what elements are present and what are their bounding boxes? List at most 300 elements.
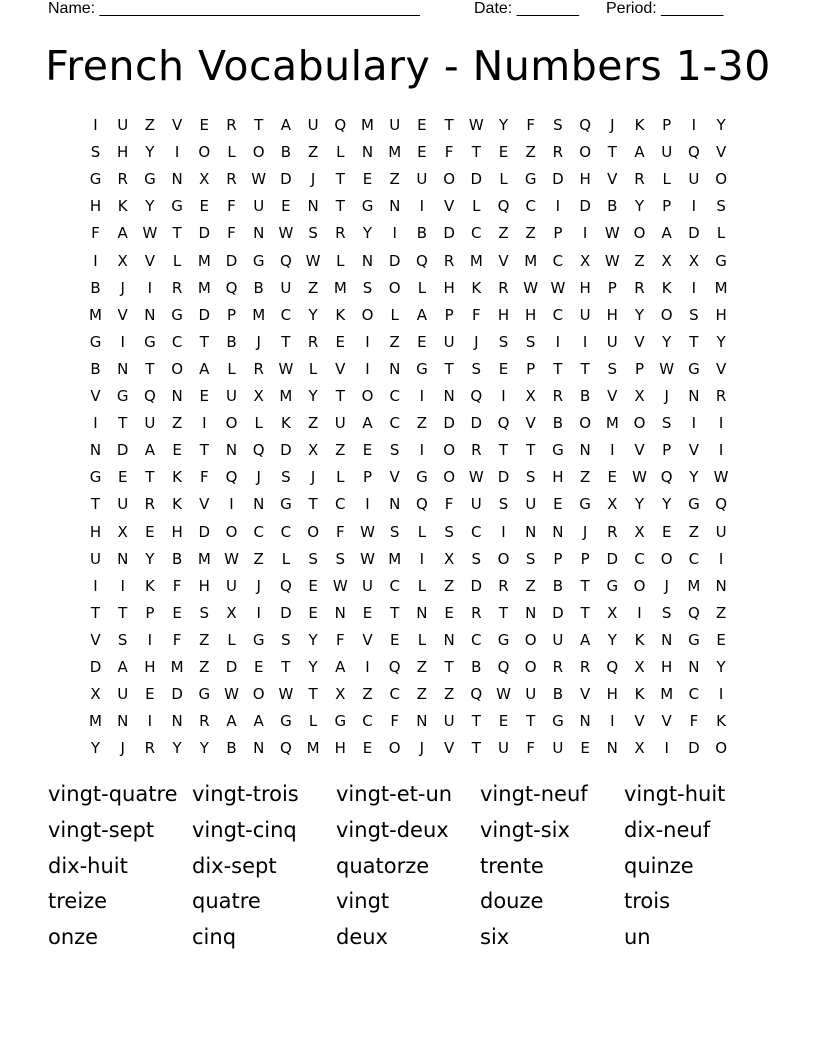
grid-letter: N (443, 630, 455, 649)
grid-letter: M (388, 549, 402, 568)
grid-letter: S (607, 359, 618, 378)
grid-letter: O (579, 414, 591, 433)
grid-letter: I (637, 603, 642, 622)
grid-letter: Z (416, 658, 428, 676)
grid-letter: U (443, 712, 455, 731)
grid-letter: Y (145, 549, 155, 568)
grid-letter: G (497, 630, 510, 649)
grid-letter: M (252, 305, 266, 324)
grid-letter: J (664, 576, 669, 595)
grid-letter: E (389, 630, 400, 649)
grid-letter: O (361, 305, 374, 324)
grid-letter: W (523, 278, 539, 297)
grid-letter: T (444, 116, 454, 134)
grid-letter: N (443, 387, 455, 405)
grid-letter: N (715, 576, 727, 595)
grid-letter: D (552, 603, 564, 622)
grid-letter: C (471, 224, 482, 243)
grid-letter: L (308, 712, 318, 731)
grid-letter: X (117, 522, 128, 541)
grid-letter: Y (634, 305, 645, 324)
grid-row (82, 410, 736, 437)
grid-row (82, 166, 736, 193)
grid-letter: S (308, 224, 318, 243)
grid-letter: R (199, 712, 210, 731)
grid-letter: N (661, 630, 673, 649)
grid-letter: E (553, 495, 563, 514)
grid-letter: T (254, 116, 264, 134)
grid-letter: T (498, 441, 509, 460)
grid-letter: I (718, 549, 724, 568)
grid-letter: F (335, 522, 345, 541)
grid-letter: P (662, 441, 672, 460)
grid-letter: W (468, 116, 484, 134)
grid-letter: D (552, 170, 564, 189)
grid-letter: R (552, 143, 564, 162)
grid-letter: R (498, 278, 509, 297)
grid-letter: E (117, 468, 128, 487)
word-bank-item: vingt-huit (624, 782, 726, 806)
grid-letter: D (198, 305, 211, 324)
grid-letter: W (360, 522, 375, 541)
grid-letter: B (171, 549, 183, 568)
grid-letter: A (579, 630, 591, 649)
grid-letter: Q (415, 495, 428, 514)
grid-letter: I (610, 441, 615, 460)
grid-letter: O (633, 224, 646, 243)
grid-letter: I (93, 576, 98, 595)
grid-letter: M (524, 251, 538, 270)
grid-letter: M (687, 576, 701, 595)
grid-letter: Z (362, 685, 373, 704)
grid-letter: F (444, 143, 454, 162)
grid-letter: O (715, 739, 727, 758)
grid-letter: Z (443, 576, 455, 595)
grid-letter: Z (307, 143, 319, 162)
grid-letter: B (416, 224, 428, 243)
grid-letter: T (553, 359, 563, 378)
grid-letter: F (444, 495, 454, 514)
grid-letter: T (118, 603, 128, 622)
grid-letter: W (659, 359, 675, 378)
grid-letter: R (634, 170, 645, 189)
grid-letter: M (660, 685, 674, 704)
grid-letter: L (172, 251, 182, 270)
grid-letter: J (419, 739, 425, 758)
grid-letter: D (497, 468, 510, 487)
grid-letter: S (281, 630, 291, 649)
grid-letter: U (552, 739, 564, 758)
grid-letter: I (718, 685, 724, 704)
grid-letter: R (253, 359, 264, 378)
grid-letter: O (497, 549, 510, 568)
grid-letter: E (417, 332, 427, 351)
grid-letter: V (634, 712, 645, 731)
grid-letter: S (389, 522, 400, 541)
grid-letter: E (308, 576, 318, 595)
grid-letter: S (498, 332, 509, 351)
grid-letter: S (525, 468, 536, 487)
word-bank-item: vingt-trois (192, 782, 299, 806)
grid-letter: N (253, 224, 265, 243)
word-bank-item: vingt-quatre (48, 782, 178, 806)
word-bank-item: douze (480, 889, 544, 914)
grid-letter: I (691, 197, 697, 216)
grid-letter: Q (334, 116, 347, 134)
grid-letter: E (716, 630, 726, 649)
grid-letter: M (361, 116, 374, 134)
grid-letter: Y (172, 739, 182, 758)
grid-letter: Q (715, 495, 727, 514)
grid-letter: C (688, 685, 700, 704)
grid-letter: Q (279, 739, 292, 758)
grid-letter: E (607, 468, 618, 487)
grid-letter: V (634, 332, 645, 351)
grid-letter: O (307, 522, 319, 541)
grid-letter: Q (388, 658, 401, 676)
grid-letter: E (362, 170, 373, 189)
grid-letter: W (468, 468, 484, 487)
grid-letter: N (389, 359, 401, 378)
grid-letter: T (308, 495, 318, 514)
grid-letter: E (661, 522, 672, 541)
grid-letter: Q (687, 143, 700, 162)
grid-letter: J (256, 576, 261, 595)
grid-letter: Z (307, 414, 319, 433)
grid-letter: V (362, 630, 373, 649)
grid-letter: V (688, 441, 700, 460)
grid-letter: L (227, 630, 236, 649)
grid-letter: R (552, 387, 564, 405)
grid-letter: Z (389, 332, 400, 351)
grid-letter: Q (470, 685, 483, 704)
grid-letter: Z (171, 414, 183, 433)
grid-letter: L (281, 549, 291, 568)
grid-letter: B (607, 197, 618, 216)
grid-letter: T (471, 739, 481, 758)
grid-letter: M (306, 739, 320, 758)
grid-letter: C (552, 305, 564, 324)
grid-letter: U (226, 387, 237, 405)
grid-letter: W (278, 224, 294, 243)
grid-letter: D (470, 414, 483, 433)
grid-letter: B (226, 739, 237, 758)
grid-letter: Q (687, 603, 700, 622)
grid-letter: D (198, 522, 211, 541)
grid-letter: I (419, 197, 425, 216)
grid-letter: L (390, 305, 399, 324)
grid-letter: A (416, 305, 428, 324)
grid-row (82, 491, 736, 518)
grid-letter: N (579, 441, 591, 460)
grid-letter: O (388, 278, 401, 297)
grid-letter: V (144, 251, 156, 270)
grid-letter: X (443, 549, 455, 568)
grid-letter: O (252, 685, 265, 704)
grid-letter: X (335, 685, 346, 704)
grid-letter: M (279, 387, 293, 405)
word-bank-item: quinze (624, 853, 694, 878)
word-search-grid (82, 112, 736, 760)
grid-letter: Z (144, 116, 156, 134)
grid-letter: R (144, 739, 156, 758)
grid-letter: E (498, 359, 509, 378)
grid-letter: I (229, 495, 234, 514)
grid-letter: S (308, 549, 318, 568)
grid-letter: Z (416, 414, 428, 433)
grid-letter: T (580, 359, 590, 378)
grid-letter: Q (470, 387, 483, 405)
grid-letter: S (444, 522, 454, 541)
grid-letter: Y (362, 224, 373, 243)
grid-letter: G (280, 495, 292, 514)
grid-row (82, 546, 736, 573)
grid-letter: O (524, 658, 537, 676)
grid-letter: J (582, 522, 588, 541)
grid-letter: L (662, 170, 671, 189)
grid-letter: F (390, 712, 399, 731)
grid-letter: B (226, 332, 237, 351)
grid-letter: K (471, 278, 482, 297)
grid-letter: A (335, 658, 346, 676)
grid-letter: Y (145, 197, 155, 216)
grid-letter: D (89, 658, 102, 676)
grid-letter: Z (443, 685, 455, 704)
grid-letter: K (634, 630, 645, 649)
grid-letter: V (335, 359, 346, 378)
grid-letter: D (470, 170, 483, 189)
grid-letter: R (471, 603, 482, 622)
grid-letter: R (443, 251, 455, 270)
grid-letter: C (525, 197, 536, 216)
grid-letter: W (305, 251, 321, 270)
grid-letter: K (117, 197, 128, 216)
grid-letter: N (89, 441, 102, 460)
grid-letter: B (552, 414, 564, 433)
grid-letter: H (198, 576, 210, 595)
grid-letter: G (524, 170, 537, 189)
grid-letter: T (444, 658, 454, 676)
grid-letter: E (498, 712, 509, 731)
grid-letter: B (552, 685, 564, 704)
grid-letter: U (688, 170, 700, 189)
grid-letter: G (198, 685, 211, 704)
grid-row (82, 735, 736, 762)
grid-letter: M (333, 278, 347, 297)
grid-letter: O (660, 305, 673, 324)
grid-letter: U (362, 576, 373, 595)
grid-letter: X (226, 603, 237, 622)
grid-letter: O (225, 522, 238, 541)
grid-letter: D (688, 739, 700, 758)
grid-letter: N (253, 739, 265, 758)
grid-letter: V (90, 387, 101, 405)
grid-letter: M (197, 278, 211, 297)
grid-letter: X (525, 387, 536, 405)
grid-letter: T (335, 170, 345, 189)
grid-letter: E (444, 603, 454, 622)
grid-letter: T (118, 414, 128, 433)
grid-letter: F (172, 576, 182, 595)
grid-letter: T (199, 332, 209, 351)
grid-letter: M (605, 414, 619, 433)
grid-letter: T (145, 359, 155, 378)
grid-letter: I (691, 116, 697, 134)
grid-letter: G (144, 170, 156, 189)
grid-letter: P (362, 468, 373, 487)
word-bank-item: vingt-sept (48, 817, 155, 842)
grid-letter: H (552, 468, 564, 487)
grid-letter: Y (145, 143, 155, 162)
grid-letter: H (497, 305, 510, 324)
grid-letter: N (525, 603, 537, 622)
grid-letter: B (280, 143, 292, 162)
grid-letter: D (579, 197, 591, 216)
grid-letter: R (335, 224, 346, 243)
grid-letter: I (718, 414, 724, 433)
grid-letter: N (307, 197, 319, 216)
word-bank-item: un (624, 925, 651, 950)
grid-letter: E (417, 116, 427, 134)
word-bank-item: cinq (192, 925, 237, 950)
grid-letter: T (689, 332, 699, 351)
grid-letter: M (170, 658, 184, 676)
grid-letter: S (281, 468, 291, 487)
grid-letter: M (388, 143, 402, 162)
grid-letter: W (496, 685, 511, 704)
grid-letter: H (89, 522, 102, 541)
grid-letter: V (90, 630, 101, 649)
grid-letter: V (117, 305, 128, 324)
grid-letter: K (172, 468, 183, 487)
grid-letter: L (417, 576, 427, 595)
grid-letter: C (280, 305, 292, 324)
word-bank-item: trois (624, 889, 671, 914)
grid-letter: D (443, 414, 455, 433)
grid-letter: X (634, 522, 645, 541)
grid-letter: D (280, 603, 292, 622)
grid-letter: G (280, 712, 292, 731)
grid-letter: O (443, 170, 455, 189)
grid-letter: R (117, 170, 128, 189)
grid-letter: Q (279, 576, 292, 595)
grid-letter: E (362, 441, 373, 460)
grid-letter: Q (415, 251, 428, 270)
grid-letter: X (634, 387, 645, 405)
grid-letter: I (419, 441, 425, 460)
grid-letter: N (361, 251, 374, 270)
grid-letter: B (579, 387, 591, 405)
grid-letter: S (471, 359, 482, 378)
page-title: French Vocabulary - Numbers 1-30 (45, 42, 771, 90)
grid-letter: G (89, 170, 102, 189)
grid-letter: Q (497, 197, 510, 216)
grid-letter: Y (607, 630, 617, 649)
grid-letter: U (715, 522, 727, 541)
grid-letter: N (253, 495, 265, 514)
grid-letter: T (498, 603, 509, 622)
grid-letter: L (417, 278, 427, 297)
grid-letter: B (552, 576, 564, 595)
grid-letter: R (471, 441, 482, 460)
grid-letter: C (688, 549, 700, 568)
grid-letter: A (253, 712, 264, 731)
grid-letter: K (716, 712, 727, 731)
grid-letter: T (90, 495, 101, 514)
grid-letter: Z (525, 143, 536, 162)
grid-letter: I (365, 658, 370, 676)
grid-letter: S (525, 332, 536, 351)
grid-letter: I (419, 387, 425, 405)
grid-letter: M (469, 251, 483, 270)
grid-row (82, 600, 736, 627)
grid-letter: I (365, 332, 370, 351)
grid-letter: T (199, 441, 209, 460)
word-bank-item: onze (48, 925, 99, 950)
grid-letter: G (552, 441, 564, 460)
grid-letter: Q (606, 658, 619, 676)
grid-letter: N (171, 387, 183, 405)
grid-letter: H (715, 305, 727, 324)
grid-letter: P (607, 278, 617, 297)
word-bank-item: treize (48, 889, 108, 914)
word-bank-item: quatre (192, 889, 261, 914)
grid-letter: U (552, 630, 564, 649)
grid-letter: S (661, 414, 672, 433)
grid-letter: T (335, 387, 345, 405)
grid-letter: C (389, 685, 400, 704)
grid-letter: O (361, 387, 374, 405)
grid-letter: E (281, 197, 291, 216)
grid-letter: W (360, 549, 375, 568)
grid-letter: S (362, 278, 373, 297)
grid-letter: T (580, 603, 590, 622)
grid-letter: I (93, 251, 98, 270)
grid-letter: I (664, 739, 669, 758)
grid-letter: U (525, 495, 537, 514)
grid-letter: E (172, 603, 182, 622)
grid-letter: X (199, 170, 210, 189)
grid-letter: I (501, 522, 506, 541)
grid-letter: S (716, 197, 726, 216)
grid-letter: Q (579, 116, 591, 134)
grid-letter: A (226, 712, 237, 731)
grid-letter: L (417, 630, 427, 649)
grid-letter: Z (199, 630, 210, 649)
grid-letter: I (392, 224, 397, 243)
grid-letter: W (251, 170, 267, 189)
grid-letter: X (117, 251, 128, 270)
grid-letter: I (93, 414, 98, 433)
grid-letter: F (227, 224, 236, 243)
grid-letter: G (688, 630, 700, 649)
grid-letter: H (579, 170, 591, 189)
grid-letter: I (147, 278, 153, 297)
grid-letter: G (416, 359, 428, 378)
grid-letter: U (470, 495, 482, 514)
grid-row (82, 573, 736, 600)
grid-letter: Z (199, 658, 210, 676)
grid-letter: V (443, 739, 455, 758)
grid-letter: L (308, 359, 318, 378)
grid-letter: U (443, 332, 455, 351)
grid-letter: W (604, 251, 620, 270)
grid-letter: K (335, 305, 346, 324)
grid-letter: F (689, 712, 699, 731)
grid-letter: E (362, 603, 373, 622)
grid-letter: I (147, 630, 153, 649)
grid-letter: N (171, 170, 183, 189)
